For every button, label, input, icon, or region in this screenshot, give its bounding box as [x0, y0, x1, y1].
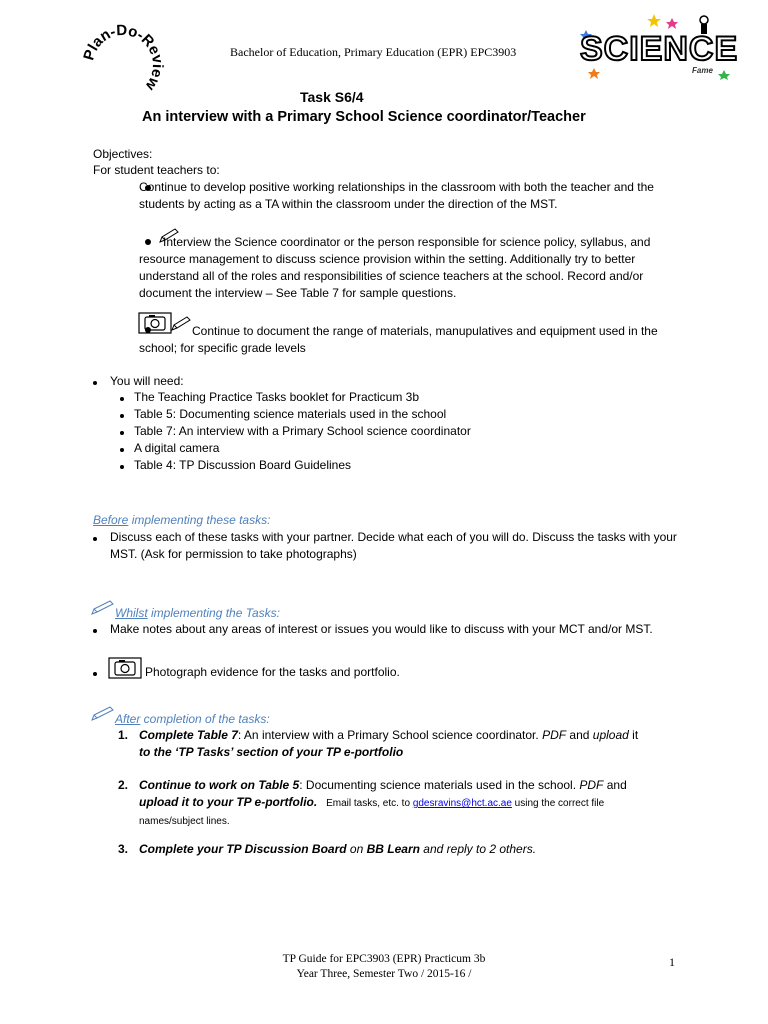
pencil-icon — [90, 706, 116, 722]
footer — [0, 952, 768, 982]
after-1-d: and — [566, 728, 593, 742]
after-item-1 — [139, 727, 684, 761]
objectives-heading: Objectives: — [93, 147, 153, 161]
whilst-item-1: Make notes about any areas of interest or issues you would like to discuss with your MCT and/or MST. — [110, 622, 653, 636]
need-item-1: The Teaching Practice Tasks booklet for Practicum 3b — [134, 390, 420, 404]
after-1-f: it — [628, 728, 639, 742]
after-num-3: 3. — [118, 842, 129, 856]
after-1-b: : An interview with a Primary School science coordinator. — [237, 728, 543, 742]
after-2-c: PDF — [579, 778, 604, 792]
whilst-heading-rest: implementing the Tasks: — [147, 606, 280, 620]
after-heading-em: After — [115, 712, 141, 726]
science-logo-sub: Fame — [692, 66, 713, 75]
bullet — [93, 381, 97, 385]
bullet — [120, 397, 124, 401]
objective-text-3: Continue to document the range of materials, manupulatives and equipment used in the school; for specific grade levels — [139, 324, 658, 355]
after-3-c: BB Learn — [366, 842, 420, 856]
bullet — [120, 465, 124, 469]
plan-do-review-logo — [78, 20, 168, 110]
after-3-a: Complete your TP Discussion Board — [139, 842, 347, 856]
after-2-i: names/subject lines. — [139, 816, 230, 827]
bullet — [93, 537, 97, 541]
bullet — [93, 672, 97, 676]
page-number: 1 — [669, 955, 675, 969]
after-2-b: : Documenting science materials used in the school. — [299, 778, 580, 792]
bullet — [120, 431, 124, 435]
need-item-2: Table 5: Documenting science materials used in the school — [134, 407, 447, 421]
after-item-3 — [139, 841, 684, 858]
bullet — [93, 629, 97, 633]
logo-circle-text: Plan-Do-Review — [80, 21, 167, 94]
after-2-a: Continue to work on Table 5 — [139, 778, 300, 792]
after-1-g: to the ‘TP Tasks’ section of your TP e-portfolio — [139, 745, 404, 759]
svg-text:Plan-Do-Review — [80, 22, 166, 94]
before-item: Discuss each of these tasks with your partner. Decide what each of you will do. Discuss the tasks with your MST. (Ask for permission to take photographs) — [110, 530, 677, 561]
science-logo — [574, 10, 739, 80]
after-2-e: upload — [139, 795, 179, 809]
need-heading: You will need: — [110, 374, 184, 388]
objective-item-3 — [139, 323, 684, 357]
camera-icon — [108, 657, 142, 679]
after-2-h: using the correct file — [511, 798, 605, 809]
objective-text-2: Interview the Science coordinator or the person responsible for science policy, syllabus, and resource management to discuss science provision within the setting. Additionally try to better understand all of the roles and responsibilities of science teachers at the school. Record and/or document the interview – See Table 7 for sample questions. — [139, 235, 651, 300]
need-item-3: Table 7: An interview with a Primary School science coordinator — [134, 424, 471, 438]
whilst-item-2: Photograph evidence for the tasks and portfolio. — [145, 665, 400, 679]
after-num-1: 1. — [118, 728, 129, 742]
email-link[interactable]: gdesravins@hct.ac.ae — [412, 798, 512, 809]
need-item-5: Table 4: TP Discussion Board Guidelines — [134, 458, 352, 472]
after-item-2 — [139, 777, 684, 830]
course-header: Bachelor of Education, Primary Education (EPR) EPC3903 — [230, 45, 517, 59]
after-1-a: Complete Table 7 — [139, 728, 238, 742]
footer-line-1: TP Guide for EPC3903 (EPR) Practicum 3b — [282, 953, 486, 965]
objective-item-1 — [139, 179, 679, 213]
task-title: Task S6/4 — [300, 89, 364, 105]
need-item-4: A digital camera — [134, 441, 220, 455]
task-subtitle: An interview with a Primary School Science coordinator/Teacher — [142, 109, 586, 125]
after-3-b: on — [346, 842, 367, 856]
whilst-heading-em: Whilst — [115, 606, 148, 620]
after-heading-rest: completion of the tasks: — [140, 712, 270, 726]
after-heading — [115, 711, 270, 728]
after-2-f: it to your TP e-portfolio. — [178, 795, 318, 809]
bullet — [120, 448, 124, 452]
after-2-g: Email tasks, etc. to — [326, 798, 413, 809]
before-heading — [93, 512, 270, 529]
after-1-c: PDF — [542, 728, 567, 742]
bullet — [120, 414, 124, 418]
after-2-d: and — [603, 778, 627, 792]
objective-text-1: Continue to develop positive working relationships in the classroom with both the teacher and the students by acting as a TA within the classroom under the direction of the MST. — [139, 180, 654, 211]
before-heading-em: Before — [93, 513, 129, 527]
after-3-d: and reply to 2 others. — [419, 842, 537, 856]
after-1-e: upload — [592, 728, 629, 742]
science-logo-word: SCIENCE — [580, 30, 739, 68]
before-heading-rest: implementing these tasks: — [128, 513, 271, 527]
objective-item-2 — [139, 234, 684, 302]
after-num-2: 2. — [118, 778, 129, 792]
whilst-heading — [115, 605, 280, 622]
footer-line-2: Year Three, Semester Two / 2015-16 / — [296, 968, 472, 980]
pencil-icon — [90, 600, 116, 616]
objectives-intro: For student teachers to: — [93, 163, 220, 177]
